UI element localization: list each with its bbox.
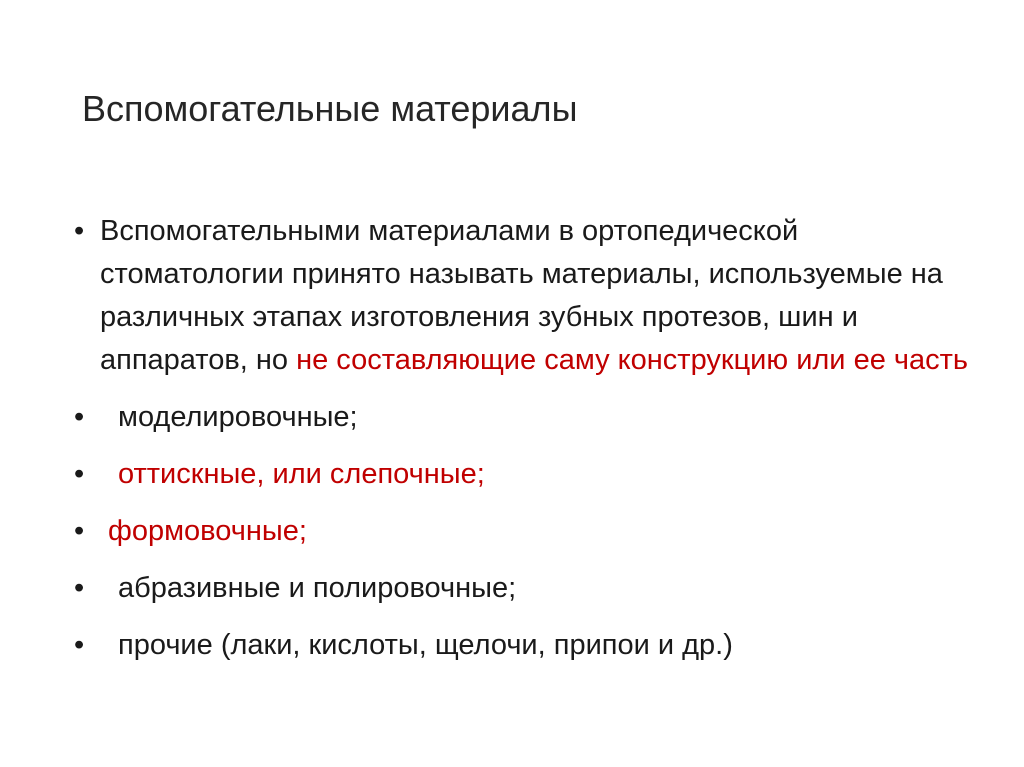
list-item-text: формовочные; xyxy=(108,515,307,547)
bullet-icon: • xyxy=(74,572,85,604)
bullet-icon: • xyxy=(74,515,85,547)
bullet-icon: • xyxy=(74,458,85,490)
list-item-text: моделировочные; xyxy=(118,401,358,433)
list-item-text: абразивные и полировочные; xyxy=(118,572,517,604)
list-item-modeling xyxy=(74,396,974,439)
intro-text xyxy=(100,210,974,382)
list-item-text: оттискные, или слепочные; xyxy=(118,458,485,490)
list-item-text: прочие (лаки, кислоты, щелочи, припои и др.) xyxy=(118,629,733,661)
intro-paragraph xyxy=(74,210,974,382)
slide-content xyxy=(74,210,974,667)
bullet-icon: • xyxy=(74,215,85,247)
intro-text-highlight: не составляющие саму конструкцию или ее часть xyxy=(296,344,969,376)
intro-text-plain: Вспомогательными материалами в ортопедической стоматологии принято называть материалы, используемые на различных этапах изготовления зубных протезов, шин и аппаратов, но xyxy=(100,215,943,376)
list-item-molding xyxy=(74,510,974,553)
bullet-icon: • xyxy=(74,401,85,433)
list-item-abrasive xyxy=(74,567,974,610)
bullet-icon: • xyxy=(74,629,85,661)
list-item-other xyxy=(74,624,974,667)
list-item-impression xyxy=(74,453,974,496)
slide-title: Вспомогательные материалы xyxy=(82,88,578,129)
